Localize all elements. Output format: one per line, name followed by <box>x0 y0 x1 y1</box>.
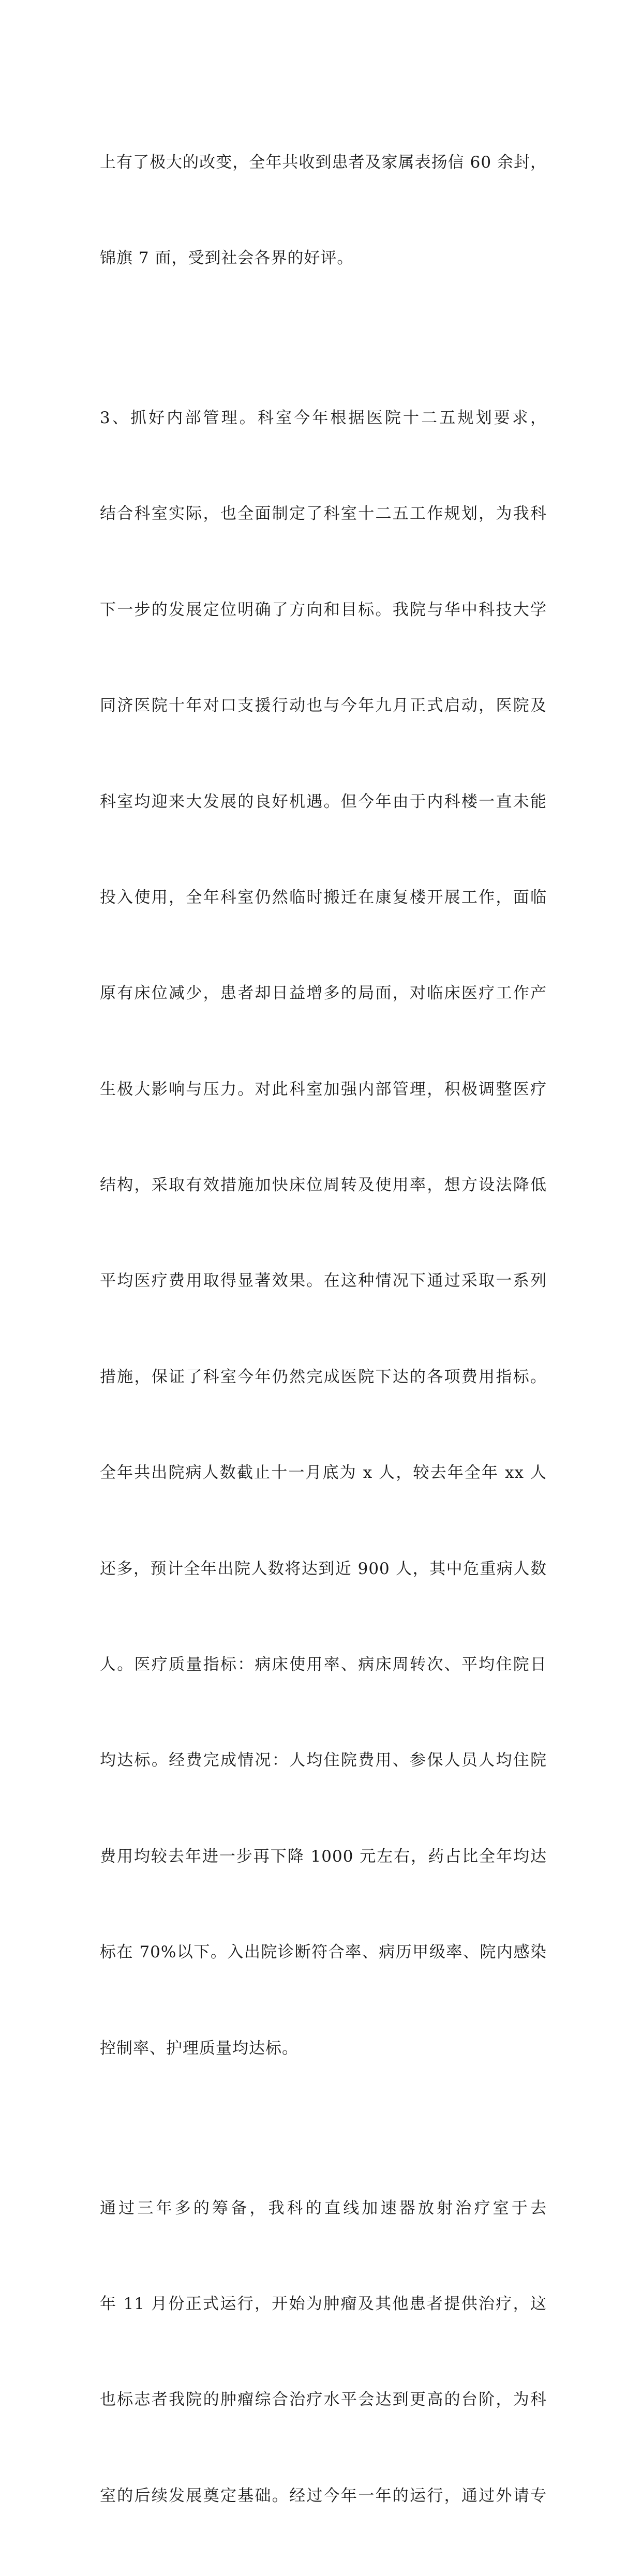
paragraph-3 <box>100 2129 547 2576</box>
text-line: 还多，预计全年出院人数将达到近 900 人，其中危重病人数 <box>100 1559 547 1578</box>
text-line: 结构，采取有效措施加快床位周转及使用率，想方设法降低 <box>100 1176 547 1195</box>
document-body <box>100 83 547 2576</box>
text-line: 锦旗 7 面，受到社会各界的好评。 <box>100 248 354 267</box>
text-line: 控制率、护理质量均达标。 <box>100 2039 298 2058</box>
text-line: 措施，保证了科室今年仍然完成医院下达的各项费用指标。 <box>100 1367 547 1386</box>
text-line: 通过三年多的筹备，我科的直线加速器放射治疗室于去 <box>100 2198 547 2218</box>
text-line: 原有床位减少，患者却日益增多的局面，对临床医疗工作产 <box>100 984 547 1003</box>
text-line: 也标志者我院的肿瘤综合治疗水平会达到更高的台阶，为科 <box>100 2390 547 2409</box>
paragraph-2 <box>100 338 547 2129</box>
text-line: 费用均较去年进一步再下降 1000 元左右，药占比全年均达 <box>100 1847 547 1866</box>
text-line: 3、抓好内部管理。科室今年根据医院十二五规划要求， <box>100 408 547 427</box>
paragraph-1 <box>100 83 547 338</box>
text-line: 平均医疗费用取得显著效果。在这种情况下通过采取一系列 <box>100 1271 547 1291</box>
text-line: 均达标。经费完成情况：人均住院费用、参保人员人均住院 <box>100 1751 547 1770</box>
text-line: 上有了极大的改变，全年共收到患者及家属表扬信 60 余封， <box>100 153 547 172</box>
text-line: 全年共出院病人数截止十一月底为 x 人，较去年全年 xx 人 <box>100 1463 547 1482</box>
text-line: 标在 70%以下。入出院诊断符合率、病历甲级率、院内感染 <box>100 1943 547 1962</box>
text-line: 人。医疗质量指标：病床使用率、病床周转次、平均住院日 <box>100 1655 547 1674</box>
text-line: 生极大影响与压力。对此科室加强内部管理，积极调整医疗 <box>100 1080 547 1099</box>
text-line: 室的后续发展奠定基础。经过今年一年的运行，通过外请专 <box>100 2486 547 2505</box>
text-line: 投入使用，全年科室仍然临时搬迁在康复楼开展工作，面临 <box>100 888 547 907</box>
text-line: 年 11 月份正式运行，开始为肿瘤及其他患者提供治疗，这 <box>100 2294 547 2313</box>
text-line: 结合科室实际，也全面制定了科室十二五工作规划，为我科 <box>100 504 547 523</box>
text-line: 科室均迎来大发展的良好机遇。但今年由于内科楼一直未能 <box>100 792 547 811</box>
text-line: 同济医院十年对口支援行动也与今年九月正式启动，医院及 <box>100 696 547 715</box>
text-line: 下一步的发展定位明确了方向和目标。我院与华中科技大学 <box>100 600 547 619</box>
